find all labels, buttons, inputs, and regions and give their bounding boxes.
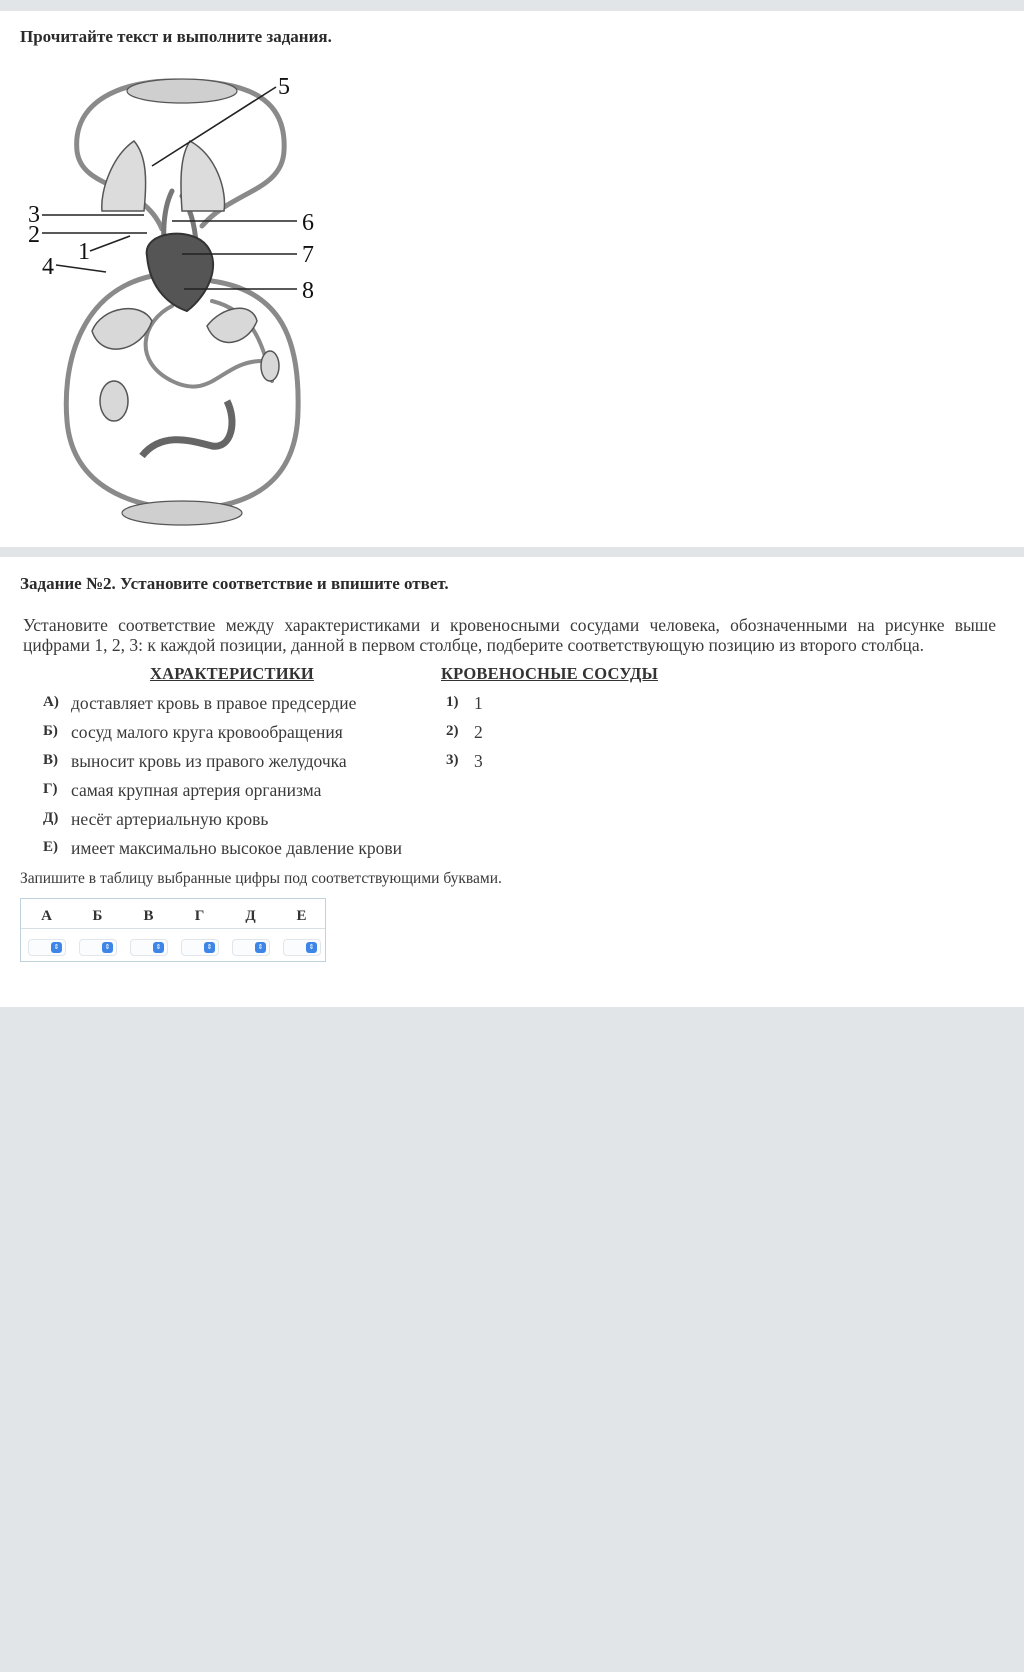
characteristic-letter: Г)	[43, 781, 58, 797]
diagram-label-5: 5	[278, 74, 290, 100]
vessel-text: 1	[474, 693, 483, 713]
answer-select-d[interactable]	[232, 939, 270, 956]
vessel-text: 3	[474, 751, 483, 771]
characteristic-text: сосуд малого круга кровообращения	[71, 722, 343, 742]
task-2-heading: Задание №2. Установите соответствие и впишите ответ.	[20, 574, 449, 593]
answer-cell-d	[225, 899, 276, 961]
table-header-d: Д	[245, 908, 256, 924]
answer-select-g[interactable]	[181, 939, 219, 956]
answer-cell-g	[174, 899, 225, 961]
characteristic-text: доставляет кровь в правое предсердие	[71, 693, 357, 713]
vessel-number-label: 3)	[446, 752, 459, 768]
table-header-g: Г	[194, 908, 205, 924]
diagram-label-8: 8	[302, 278, 314, 304]
vessel-number-label: 2)	[446, 723, 459, 739]
table-header-v: В	[143, 908, 154, 924]
answer-cell-b	[72, 899, 123, 961]
answer-table	[20, 898, 326, 962]
characteristic-text: несёт артериальную кровь	[71, 809, 269, 829]
diagram-label-1: 1	[78, 239, 90, 265]
characteristics-column-title: ХАРАКТЕРИСТИКИ	[150, 664, 314, 683]
vessels-column-title: КРОВЕНОСНЫЕ СОСУДЫ	[441, 664, 658, 683]
answer-select-a[interactable]	[28, 939, 66, 956]
characteristic-text: имеет максимально высокое давление крови	[71, 838, 402, 858]
circulatory-system-diagram	[22, 61, 342, 536]
select-arrows-icon: ⇕	[153, 942, 164, 953]
answer-select-v[interactable]	[130, 939, 168, 956]
characteristic-letter: Б)	[43, 723, 58, 739]
vessel-number-label: 1)	[446, 694, 459, 710]
select-arrows-icon: ⇕	[102, 942, 113, 953]
select-arrows-icon: ⇕	[51, 942, 62, 953]
diagram-label-3: 3	[28, 202, 40, 228]
answer-select-e[interactable]	[283, 939, 321, 956]
diagram-label-7: 7	[302, 242, 314, 268]
task-card-intro	[0, 11, 1024, 547]
answer-cell-a	[21, 899, 72, 961]
answer-cell-v	[123, 899, 174, 961]
diagram-label-4: 4	[42, 254, 54, 280]
characteristic-letter: А)	[43, 694, 59, 710]
diagram-label-2: 2	[28, 222, 40, 248]
vessel-text: 2	[474, 722, 483, 742]
select-arrows-icon: ⇕	[306, 942, 317, 953]
table-instruction: Запишите в таблицу выбранные цифры под соответствующими буквами.	[20, 870, 502, 887]
answer-cell-e	[276, 899, 327, 961]
characteristic-text: выносит кровь из правого желудочка	[71, 751, 347, 771]
intro-heading: Прочитайте текст и выполните задания.	[20, 27, 332, 46]
characteristic-letter: Е)	[43, 839, 58, 855]
table-header-b: Б	[92, 908, 103, 924]
diagram-label-6: 6	[302, 210, 314, 236]
task-card-2	[0, 557, 1024, 1007]
table-header-a: А	[41, 908, 52, 924]
answer-select-b[interactable]	[79, 939, 117, 956]
characteristic-letter: В)	[43, 752, 58, 768]
task-instruction: Установите соответствие между характеристиками и кровеносными сосудами человека, обозначенными на рисунке выше цифрами 1, 2, 3: к каждой позиции, данной в первом столбце, подберите соответствующую позицию из второго столбца.	[23, 615, 996, 655]
select-arrows-icon: ⇕	[255, 942, 266, 953]
characteristic-text: самая крупная артерия организма	[71, 780, 322, 800]
characteristic-letter: Д)	[43, 810, 59, 826]
table-header-e: Е	[296, 908, 307, 924]
select-arrows-icon: ⇕	[204, 942, 215, 953]
